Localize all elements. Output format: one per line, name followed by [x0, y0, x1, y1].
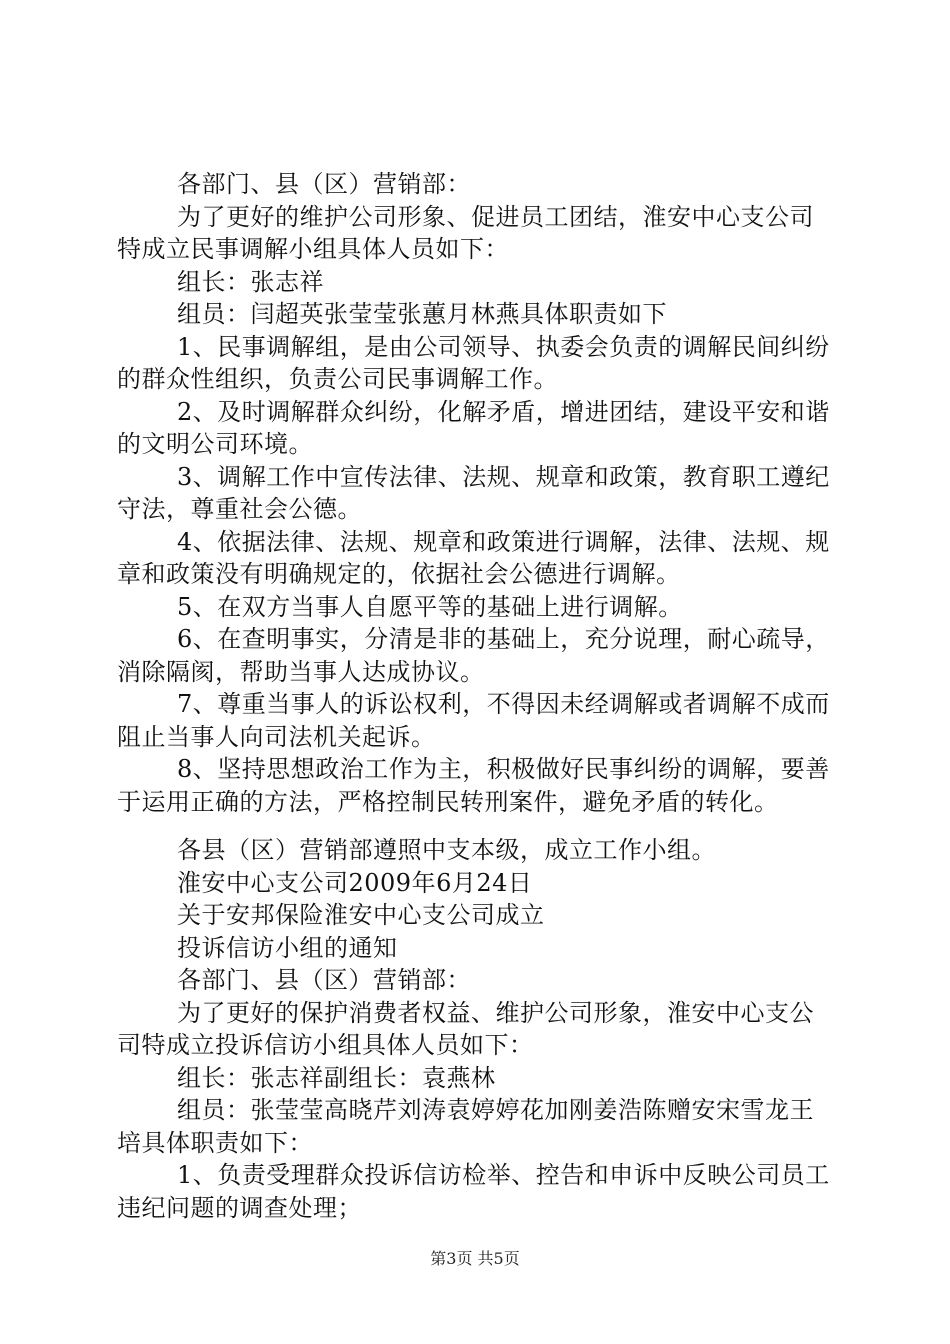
- list-item: 8、坚持思想政治工作为主，积极做好民事纠纷的调解，要善于运用正确的方法，严格控制民转刑案件，避免矛盾的转化。: [117, 755, 830, 816]
- list-item: 6、在查明事实，分清是非的基础上，充分说理，耐心疏导，消除隔阂，帮助当事人达成协议。: [117, 625, 830, 686]
- notice-title-line1: 关于安邦保险淮安中心支公司成立: [177, 901, 545, 929]
- list-item: 3、调解工作中宣传法律、法规、规章和政策，教育职工遵纪守法，尊重社会公德。: [117, 462, 830, 523]
- salutation: 各部门、县（区）营销部：: [177, 966, 471, 994]
- notice-title-line2: 投诉信访小组的通知: [177, 933, 398, 962]
- salutation: 各部门、县（区）营销部：: [177, 170, 471, 198]
- list-item: 1、民事调解组，是由公司领导、执委会负责的调解民间纠纷的群众性组织，负责公司民事调解工作。: [117, 332, 830, 393]
- list-item: 1、负责受理群众投诉信访检举、控告和申诉中反映公司员工违纪问题的调查处理；: [117, 1161, 830, 1222]
- paragraph: 组长：张志祥: [177, 267, 324, 296]
- list-item: 2、及时调解群众纠纷，化解矛盾，增进团结，建设平安和谐的文明公司环境。: [117, 397, 830, 458]
- paragraph: 各县（区）营销部遵照中支本级，成立工作小组。: [177, 836, 716, 864]
- page-footer: 第3页 共5页: [430, 1249, 520, 1268]
- paragraph: 组员：张莹莹高晓芹刘涛袁婷婷花加刚姜浩陈赠安宋雪龙王培具体职责如下：: [117, 1096, 814, 1157]
- section-gap: [117, 818, 835, 834]
- paragraph: 组长：张志祥副组长：袁燕林: [177, 1063, 496, 1092]
- list-item: 5、在双方当事人自愿平等的基础上进行调解。: [177, 592, 683, 621]
- paragraph: 为了更好的保护消费者权益、维护公司形象，淮安中心支公司特成立投诉信访小组具体人员如下：: [117, 998, 814, 1059]
- list-item: 4、依据法律、法规、规章和政策进行调解，法律、法规、规章和政策没有明确规定的，依据社会公德进行调解。: [117, 527, 830, 588]
- document-body: [117, 168, 835, 1224]
- paragraph: 为了更好的维护公司形象、促进员工团结，淮安中心支公司特成立民事调解小组具体人员如下：: [117, 202, 814, 263]
- paragraph: 组员：闫超英张莹莹张蕙月林燕具体职责如下: [177, 300, 667, 328]
- list-item: 7、尊重当事人的诉讼权利，不得因未经调解或者调解不成而阻止当事人向司法机关起诉。: [117, 690, 830, 751]
- signature-date: 淮安中心支公司2009年6月24日: [177, 868, 533, 897]
